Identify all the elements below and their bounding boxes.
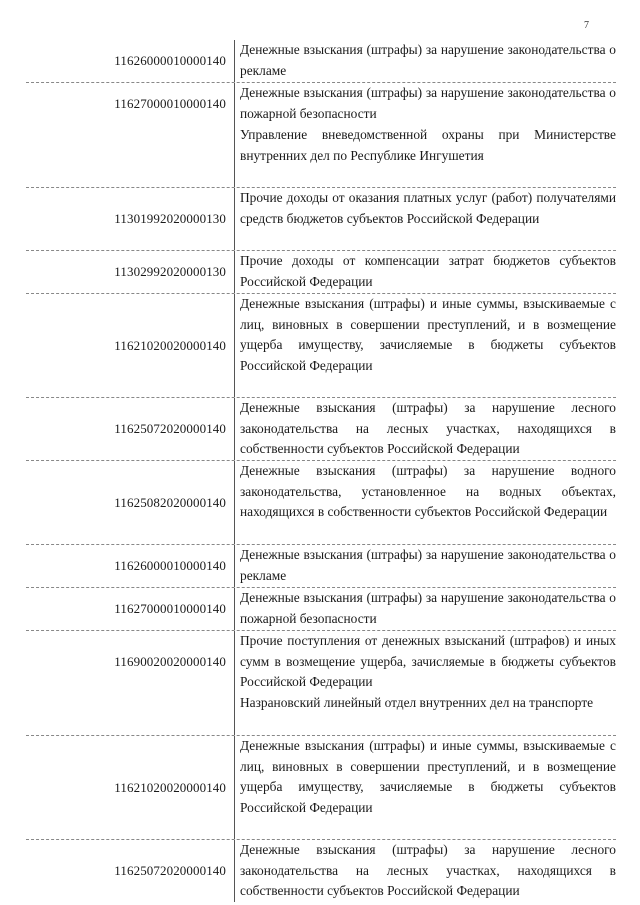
budget-classification-code: 11627000010000140 <box>114 96 226 111</box>
income-description <box>234 398 616 460</box>
table-row <box>26 250 616 293</box>
budget-classification-code: 11301992020000130 <box>114 211 226 226</box>
budget-classification-code <box>26 693 234 735</box>
income-description <box>234 188 616 250</box>
table-row <box>26 587 616 630</box>
budget-classification-code: 11690020020000140 <box>114 654 226 669</box>
table-row <box>26 82 616 125</box>
table-row <box>26 460 616 544</box>
table-row <box>26 839 616 902</box>
income-description <box>234 40 616 82</box>
budget-classification-code: 11626000010000140 <box>114 53 226 68</box>
income-description <box>234 545 616 587</box>
budget-classification-code: 11625072020000140 <box>114 863 226 878</box>
income-description-text: Денежные взыскания (штрафы) и иные суммы, взыскиваемые с лиц, виновных в совершении преступлений, и в возмещение ущерба имуществу, зачисляемые в бюджеты субъектов Российской Федерации <box>240 296 616 373</box>
budget-classification-code: 11621020020000140 <box>114 779 226 795</box>
table-row <box>26 693 616 735</box>
income-description-text: Денежные взыскания (штрафы) за нарушение законодательства о рекламе <box>240 547 616 583</box>
income-description-text: Денежные взыскания (штрафы) за нарушение лесного законодательства на лесных участках, находящихся в собственности субъектов Российской Федерации <box>240 400 616 456</box>
budget-classification-code: 11626000010000140 <box>114 558 226 573</box>
table-row <box>26 40 616 82</box>
table-row <box>26 630 616 693</box>
income-description-text: Управление вневедомственной охраны при Министерстве внутренних дел по Республике Ингушетия <box>240 127 616 163</box>
income-codes-table <box>26 40 616 902</box>
income-description <box>234 840 616 902</box>
income-description <box>234 693 616 735</box>
income-description-text: Денежные взыскания (штрафы) за нарушение лесного законодательства на лесных участках, находящихся в собственности субъектов Российской Федерации <box>240 842 616 898</box>
income-description-text: Денежные взыскания (штрафы) за нарушение законодательства о пожарной безопасности <box>240 590 616 626</box>
income-description-text: Прочие доходы от компенсации затрат бюджетов субъектов Российской Федерации <box>240 253 616 289</box>
income-description <box>234 461 616 544</box>
income-description-text: Денежные взыскания (штрафы) и иные суммы, взыскиваемые с лиц, виновных в совершении преступлений, и в возмещение ущерба имуществу, зачисляемые в бюджеты субъектов Российской Федерации <box>240 738 616 815</box>
budget-classification-code: 11627000010000140 <box>114 601 226 616</box>
income-description-text: Денежные взыскания (штрафы) за нарушение водного законодательства, установленное на водных объектах, находящихся в собственности субъектов Российской Федерации <box>240 463 616 519</box>
income-description <box>234 251 616 293</box>
page-number: 7 <box>584 20 589 31</box>
income-description <box>234 631 616 693</box>
income-description-text: Прочие доходы от оказания платных услуг (работ) получателями средств бюджетов субъектов Российской Федерации <box>240 190 616 226</box>
income-description <box>234 294 616 397</box>
table-row <box>26 125 616 187</box>
budget-classification-code: 11302992020000130 <box>114 264 226 279</box>
income-description-text: Денежные взыскания (штрафы) за нарушение законодательства о пожарной безопасности <box>240 85 616 121</box>
income-description-text: Денежные взыскания (штрафы) за нарушение законодательства о рекламе <box>240 42 616 78</box>
budget-classification-code <box>26 125 234 187</box>
income-description-text: Прочие поступления от денежных взысканий (штрафов) и иных сумм в возмещение ущерба, зачисляемые в бюджеты субъектов Российской Федерации <box>240 633 616 689</box>
income-description <box>234 588 616 630</box>
income-description <box>234 736 616 839</box>
income-description <box>234 125 616 187</box>
budget-classification-code: 11625072020000140 <box>114 421 226 436</box>
income-description <box>234 83 616 125</box>
income-description-text: Назрановский линейный отдел внутренних дел на транспорте <box>240 695 594 710</box>
table-row <box>26 187 616 250</box>
table-row <box>26 735 616 839</box>
table-row <box>26 544 616 587</box>
table-row <box>26 293 616 397</box>
budget-classification-code: 11621020020000140 <box>114 337 226 353</box>
table-row <box>26 397 616 460</box>
budget-classification-code: 11625082020000140 <box>114 494 226 510</box>
